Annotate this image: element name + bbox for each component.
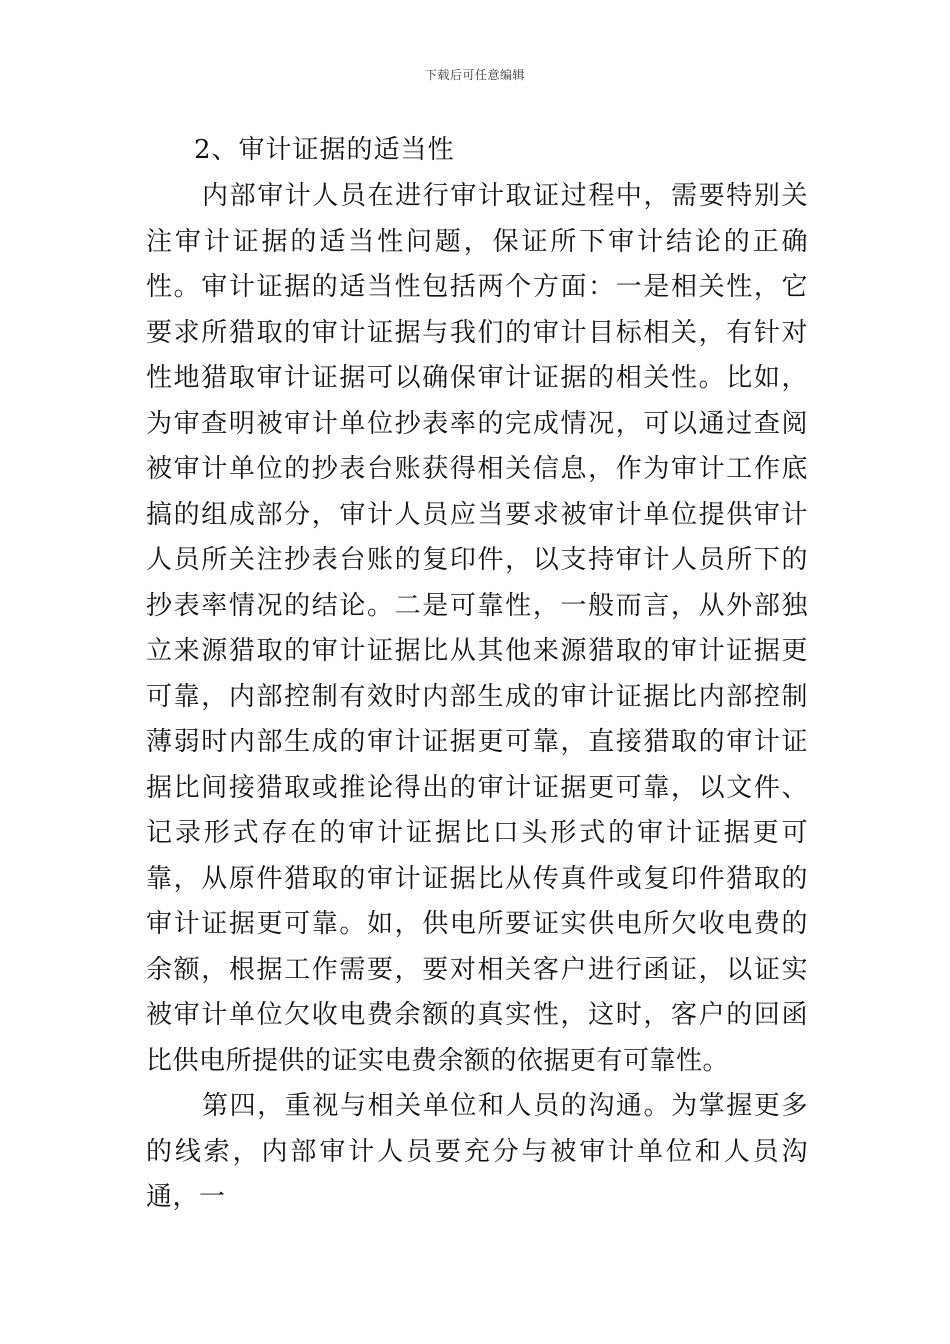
body-paragraph: 内部审计人员在进行审计取证过程中，需要特别关注审计证据的适当性问题，保证所下审计结论的正确性。审计证据的适当性包括两个方面：一是相关性，它要求所猎取的审计证据与我们的审计目标相关，有针对性地猎取审计证据可以确保审计证据的相关性。比如，为审查明被审计单位抄表率的完成情况，可以通过查阅被审计单位的抄表台账获得相关信息，作为审计工作底搞的组成部分，审计人员应当要求被审计单位提供审计人员所关注抄表台账的复印件，以支持审计人员所下的抄表率情况的结论。二是可靠性，一般而言，从外部独立来源猎取的审计证据比从其他来源猎取的审计证据更可靠，内部控制有效时内部生成的审计证据比内部控制薄弱时内部生成的审计证据更可靠，直接猎取的审计证据比间接猎取或推论得出的审计证据更可靠，以文件、记录形式存在的审计证据比口头形式的审计证据更可靠，从原件猎取的审计证据比从传真件或复印件猎取的审计证据更可靠。如，供电所要证实供电所欠收电费的余额，根据工作需要，要对相关客户进行函证，以证实被审计单位欠收电费余额的真实性，这时，客户的回函比供电所提供的证实电费余额的依据更有可靠性。	[146, 181, 808, 1076]
body-paragraph: 第四，重视与相关单位和人员的沟通。为掌握更多的线索，内部审计人员要充分与被审计单位和人员沟通，一	[146, 1091, 808, 1212]
page-header: 下载后可任意编辑	[424, 68, 525, 82]
document-body	[146, 128, 808, 1221]
section-heading: 2、审计证据的适当性	[194, 135, 455, 165]
